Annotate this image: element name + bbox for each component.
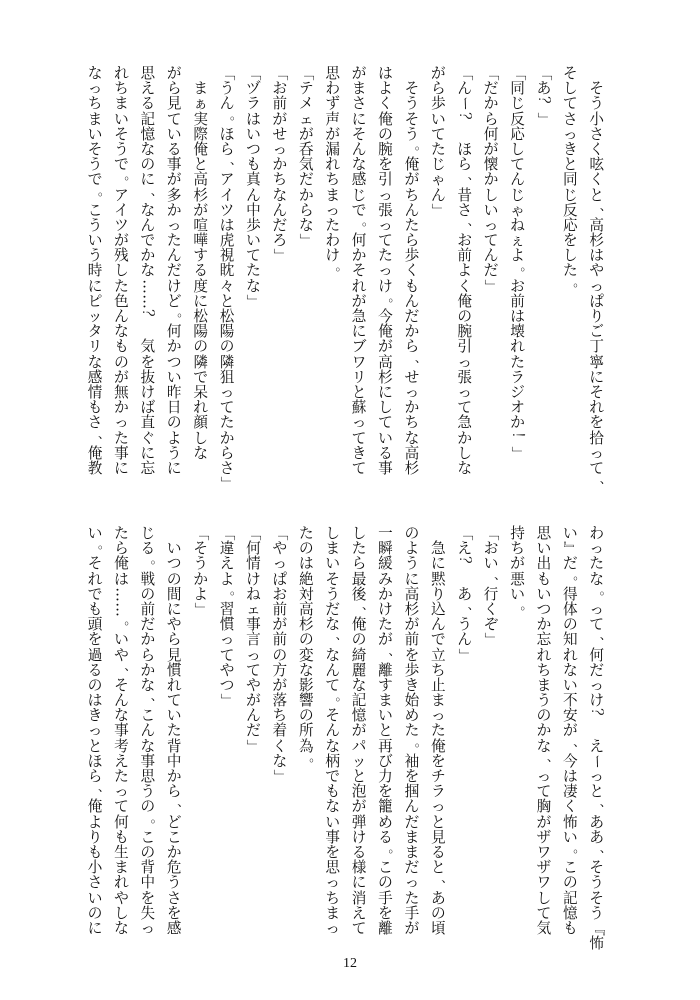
text-column: 「 違 え よ 。 習 慣 っ て や つ 」 xyxy=(218,526,243,708)
text-column: わ っ た な 。 っ て 、 何 だ っ け ？ え ー っ と 、 あ あ 、 そ う そ う 『 怖 xyxy=(588,525,612,953)
text-column: た の は 絶 対 高 杉 の 変 な 影 響 の 所 為 。 xyxy=(298,525,322,764)
text-column: な っ ち ま い そ う で 。 こ う い う 時 に ピ ッ タ リ な 感 情 も さ 、 俺 教 xyxy=(87,65,110,477)
text-column: 思 え る 記 憶 な の に 、 な ん で か な … … ？ 気 を 抜 け ば 直 ぐ に 忘 xyxy=(139,65,163,477)
text-column: 「 う ん 。 ほ ら 、 ア イ ツ は 虎 視 眈 々 と 松 陽 の 隣 狙 っ て た か ら さ 」 xyxy=(218,66,243,491)
text-column: は よ く 俺 の 腕 を 引 っ 張 っ て た っ け 。 今 俺 が 高 杉 に し て い る 事 xyxy=(378,65,401,477)
text-column: が ら 見 て い る 事 が 多 か っ た ん だ け ど 。 何 か つ い 昨 日 の よ う に xyxy=(166,65,190,477)
text-column: 「 ヅ ラ は い つ も 真 ん 中 歩 い て た な 」 xyxy=(245,66,263,309)
text-column: そ う 小 さ く 呟 く と 、 高 杉 は や っ ぱ り ご 丁 寧 に そ れ を 拾 っ て 、 xyxy=(589,80,612,487)
text-column: 急 に 黙 り 込 ん で 立 ち 止 ま っ た 俺 を チ ラ っ と 見 る と 、 あ の 頃 xyxy=(430,540,454,937)
text-column: れ ち ま い そ う で 。 ア イ ツ が 残 し た 色 ん な も の が 無 か っ た 事 に xyxy=(114,65,137,477)
text-column: じ る 。 戦 の 前 だ か ら か な 、 こ ん な 事 思 う の 。 こ の 背 中 を 失 っ xyxy=(140,525,163,937)
text-column: 「 お い 、 行 く ぞ 」 xyxy=(482,526,507,648)
text-column: 「 同 じ 反 応 し て ん じ ゃ ね ぇ よ 。 お 前 は 壊 れ た ラ ジ オ か ！ 」 xyxy=(509,66,533,461)
text-column: ま ぁ 実 際 俺 と 高 杉 が 喧 嘩 す る 度 に 松 陽 の 隣 で 呆 れ 顔 し な xyxy=(193,80,208,462)
text-column: い 。 そ れ で も 頭 を 過 る の は き っ と ほ ら 、 俺 よ り も 小 さ い の に xyxy=(87,525,110,937)
text-column: し ま い そ う だ な 、 な ん て 。 そ ん な 柄 で も な い 事 を 思 っ ち ま っ xyxy=(325,525,348,937)
bottom-text-block xyxy=(84,525,612,953)
text-column: そ し て さ っ き と 同 じ 反 応 を し た 。 xyxy=(563,65,586,289)
text-column: 一 瞬 緩 み か け た が 、 離 す ま い と 再 び 力 を 籠 め る 。 こ の 手 を 離 xyxy=(378,525,401,937)
text-column: 「 あ ？ 」 xyxy=(535,66,553,127)
text-column: 「 そ う か よ 」 xyxy=(192,526,210,617)
text-column: の よ う に 高 杉 が 前 を 歩 き 始 め た 。 袖 を 掴 ん だ ま ま だ っ た 手 が xyxy=(404,525,427,937)
text-column: 「 ん ー ？ ほ ら 、 昔 さ 、 お 前 よ く 俺 の 腕 引 っ 張 っ て 急 か し な xyxy=(456,66,480,477)
text-column: が ま さ に そ ん な 感 じ で 。 何 か そ れ が 急 に ブ ワ リ と 蘇 っ て き て xyxy=(351,65,375,477)
text-column: が ら 歩 い て た じ ゃ ん 」 xyxy=(429,65,447,218)
page-number: 12 xyxy=(343,956,357,971)
text-column: 「 何 情 け ね ェ 事 言 っ て や が ん だ 」 xyxy=(245,526,263,754)
text-column: い 』 だ 。 得 体 の 知 れ な い 不 安 が 、 今 は 凄 く 怖 い 。 こ の 記 憶 も xyxy=(561,525,586,937)
text-column: 「 や っ ぱ お 前 が 前 の 方 が 落 ち 着 く な 」 xyxy=(271,526,289,784)
text-column: 思 わ ず 声 が 漏 れ ち ま っ た わ け 。 xyxy=(325,65,348,274)
text-column: そ う そ う 。 俺 が ち ん た ら 歩 く も ん だ か ら 、 せ っ か ち な 高 杉 xyxy=(404,80,427,477)
text-column: し た ら 最 後 、 俺 の 綺 麗 な 記 憶 が パ ッ と 泡 が 弾 け る 様 に 消 え て xyxy=(351,525,375,937)
text-column: 思 い 出 も い つ か 忘 れ ち ま う の か な 、 っ て 胸 が ザ ワ ザ ワ し て 気 xyxy=(536,525,559,937)
text-column: た ら 俺 は … … 。 い や 、 そ ん な 事 考 え た っ て 何 も 生 ま れ や し な xyxy=(113,525,137,937)
text-column: 「 お 前 が せ っ か ち な ん だ ろ 」 xyxy=(271,66,289,264)
text-column: 持 ち が 悪 い 。 xyxy=(510,525,533,612)
text-column: 「 だ か ら 何 が 懐 か し い っ て ん だ 」 xyxy=(482,66,500,294)
text-column: い つ の 間 に や ら 見 慣 れ て い た 背 中 か ら 、 ど こ か 危 う さ を 感 xyxy=(166,540,190,937)
top-text-block xyxy=(84,65,612,491)
text-column: 「 テ メ ェ が 呑 気 だ か ら な 」 xyxy=(297,66,315,248)
text-column: 「 え ？ あ 、 う ん 」 xyxy=(456,526,480,663)
